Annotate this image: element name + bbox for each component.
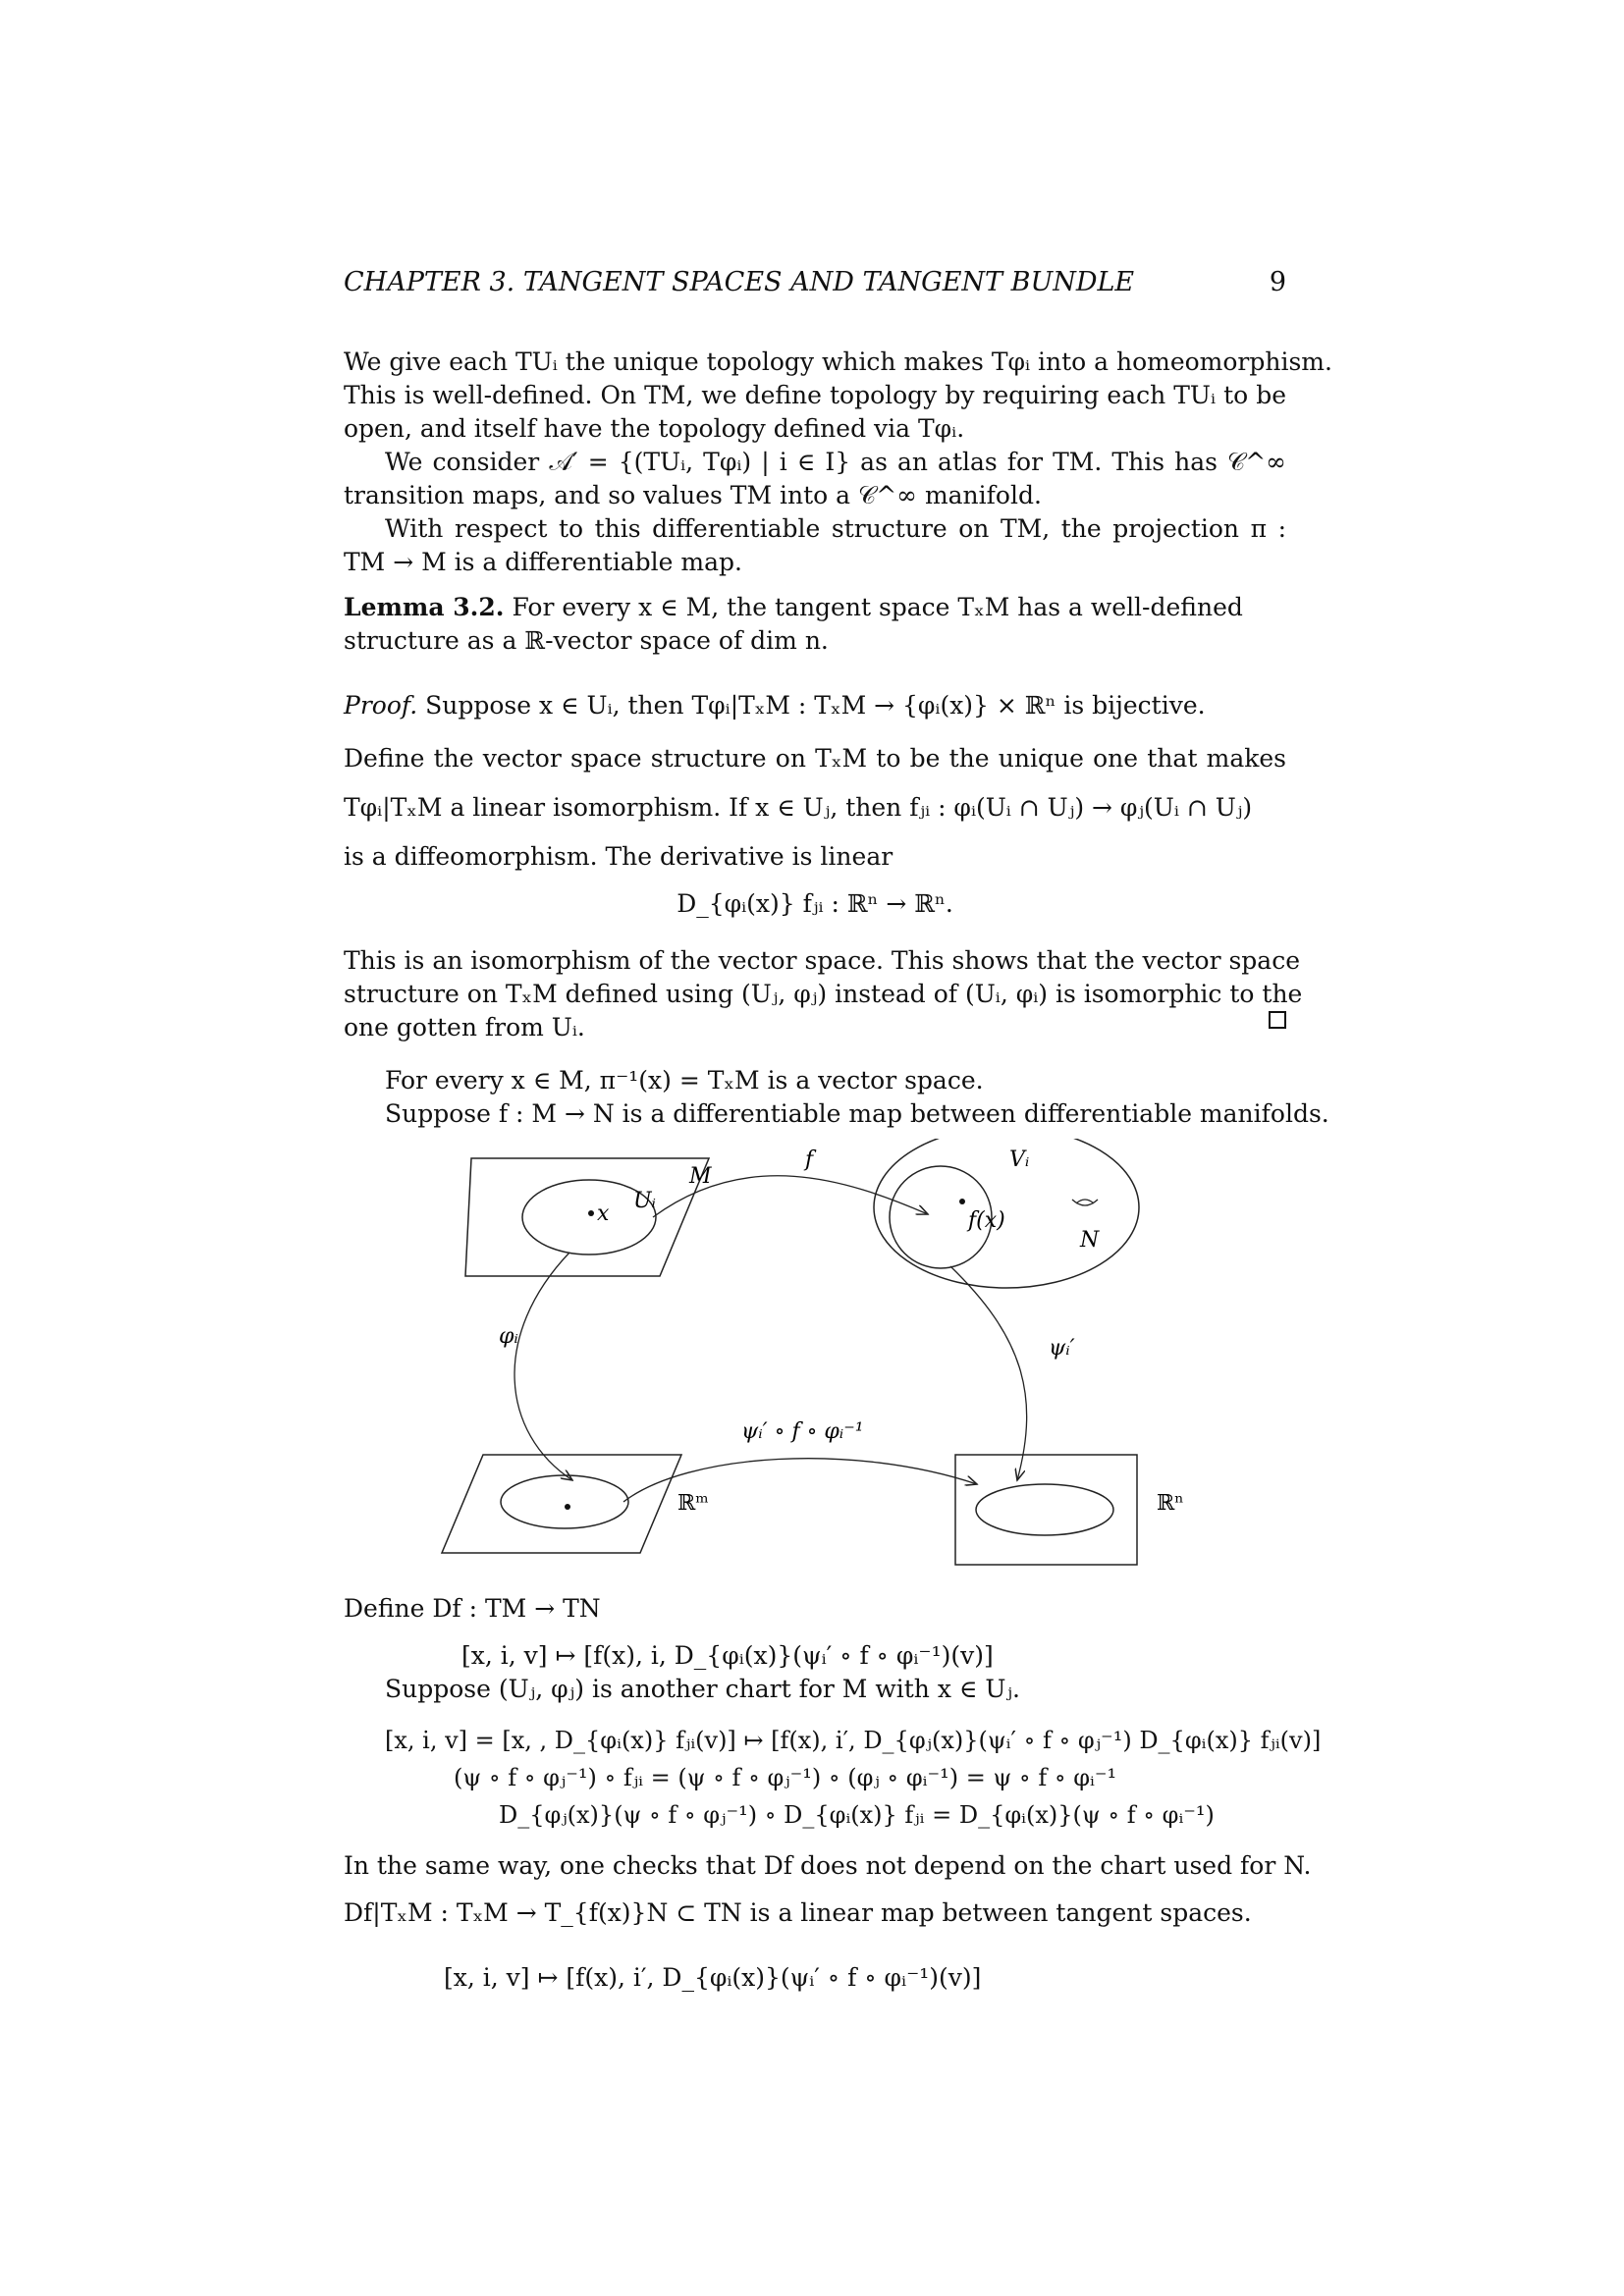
hole-icon — [1072, 1200, 1098, 1205]
text-line: transition maps, and so values TM into a 𝒞^∞ manifold. — [344, 481, 1042, 509]
text-line: structure on TₓM defined using (Uⱼ, φⱼ) instead of (Uᵢ, φᵢ) is isomorphic to the — [344, 980, 1303, 1008]
qed-box — [1269, 1011, 1286, 1029]
label-composition: ψᵢ′ ∘ f ∘ φᵢ⁻¹ — [741, 1419, 864, 1444]
text-line: In the same way, one checks that Df does not depend on the chart used for N. — [344, 1851, 1312, 1880]
manifold-diagram — [432, 1139, 1218, 1580]
text-line: is a diffeomorphism. The derivative is linear — [344, 842, 893, 871]
equation: [x, i, v] = [x, , D_{φᵢ(x)} fⱼᵢ(v)] ↦ [f(x), i′, D_{φⱼ(x)}(ψᵢ′ ∘ f ∘ φⱼ⁻¹) D_{φᵢ(x)} fⱼᵢ(v)] — [385, 1727, 1322, 1754]
point-fx — [959, 1199, 965, 1204]
point-x — [588, 1210, 594, 1216]
text-line: Suppose (Uⱼ, φⱼ) is another chart for M with x ∈ Uⱼ. — [385, 1675, 1020, 1703]
text-line: Define the vector space structure on TₓM to be the unique one that makes — [344, 744, 1286, 773]
manifold-N-shape — [874, 1139, 1139, 1288]
text-line: Suppose f : M → N is a differentiable map between differentiable manifolds. — [385, 1099, 1329, 1128]
label-Rm: ℝᵐ — [677, 1491, 709, 1516]
label-fx: f(x) — [968, 1208, 1005, 1233]
label-N: N — [1080, 1228, 1100, 1253]
equation: (ψ ∘ f ∘ φⱼ⁻¹) ∘ fⱼᵢ = (ψ ∘ f ∘ φⱼ⁻¹) ∘ (φⱼ ∘ φᵢ⁻¹) = ψ ∘ f ∘ φᵢ⁻¹ — [454, 1764, 1117, 1791]
space-Rm-shape — [442, 1455, 681, 1553]
image-ellipse-Rn — [976, 1484, 1113, 1535]
text-line: We give each TUᵢ the unique topology which makes Tφᵢ into a homeomorphism. — [344, 347, 1332, 376]
text-line: one gotten from Uᵢ. — [344, 1013, 585, 1041]
proof-label: Proof. — [344, 691, 418, 720]
chart-psi-arrow — [950, 1266, 1027, 1480]
lemma-label: Lemma 3.2. — [344, 593, 505, 621]
image-ellipse-Rm — [501, 1475, 628, 1528]
chart-phi-arrow — [514, 1253, 572, 1480]
text-line: structure as a ℝ-vector space of dim n. — [344, 626, 829, 655]
text-line: With respect to this differentiable structure on TM, the projection π : — [385, 514, 1286, 543]
label-psi: ψᵢ′ — [1049, 1336, 1075, 1361]
equation: D_{φⱼ(x)}(ψ ∘ f ∘ φⱼ⁻¹) ∘ D_{φᵢ(x)} fⱼᵢ = D_{φᵢ(x)}(ψ ∘ f ∘ φᵢ⁻¹) — [499, 1801, 1215, 1829]
point-phi-x — [565, 1504, 570, 1510]
text-line: Tφᵢ|TₓM a linear isomorphism. If x ∈ Uⱼ, then fⱼᵢ : φᵢ(Uᵢ ∩ Uⱼ) → φⱼ(Uᵢ ∩ Uⱼ) — [344, 793, 1253, 822]
text-line: This is an isomorphism of the vector space. This shows that the vector space — [344, 946, 1301, 975]
text-line: We consider 𝒜′ = {(TUᵢ, Tφᵢ) | i ∈ I} as an atlas for TM. This has 𝒞^∞ — [385, 448, 1286, 476]
equation: [x, i, v] ↦ [f(x), i, D_{φᵢ(x)}(ψᵢ′ ∘ f ∘ φᵢ⁻¹)(v)] — [461, 1641, 994, 1670]
text-line: For every x ∈ M, π⁻¹(x) = TₓM is a vector space. — [385, 1066, 984, 1095]
chapter-title: CHAPTER 3. TANGENT SPACES AND TANGENT BUNDLE — [344, 267, 1135, 297]
label-Ui: Uᵢ — [633, 1189, 656, 1213]
proof-text: Suppose x ∈ Uᵢ, then Tφᵢ|TₓM : TₓM → {φᵢ(x)} × ℝⁿ is bijective. — [425, 691, 1206, 720]
label-x: x — [597, 1201, 610, 1226]
manifold-M-shape — [465, 1158, 709, 1276]
lemma-text: For every x ∈ M, the tangent space TₓM has a well-defined — [512, 593, 1243, 621]
equation: D_{φᵢ(x)} fⱼᵢ : ℝⁿ → ℝⁿ. — [677, 889, 953, 918]
label-Vi: Vᵢ — [1009, 1148, 1030, 1172]
text-line: Define Df : TM → TN — [344, 1594, 601, 1623]
text-line: open, and itself have the topology defined via Tφᵢ. — [344, 414, 965, 443]
label-phi: φᵢ — [499, 1324, 518, 1349]
label-Rn: ℝⁿ — [1157, 1491, 1184, 1516]
equation: [x, i, v] ↦ [f(x), i′, D_{φᵢ(x)}(ψᵢ′ ∘ f ∘ φᵢ⁻¹)(v)] — [444, 1963, 982, 1992]
page-number: 9 — [1269, 267, 1286, 297]
label-M: M — [689, 1164, 712, 1189]
lemma — [344, 591, 1286, 624]
text-line: TM → M is a differentiable map. — [344, 548, 742, 576]
proof-start — [344, 689, 1286, 722]
text-line: Df|TₓM : TₓM → T_{f(x)}N ⊂ TN is a linear map between tangent spaces. — [344, 1898, 1252, 1927]
text-line: This is well-defined. On TM, we define topology by requiring each TUᵢ to be — [344, 381, 1286, 409]
label-f: f — [805, 1148, 814, 1172]
space-Rn-shape — [955, 1455, 1137, 1565]
running-header — [344, 267, 1286, 297]
